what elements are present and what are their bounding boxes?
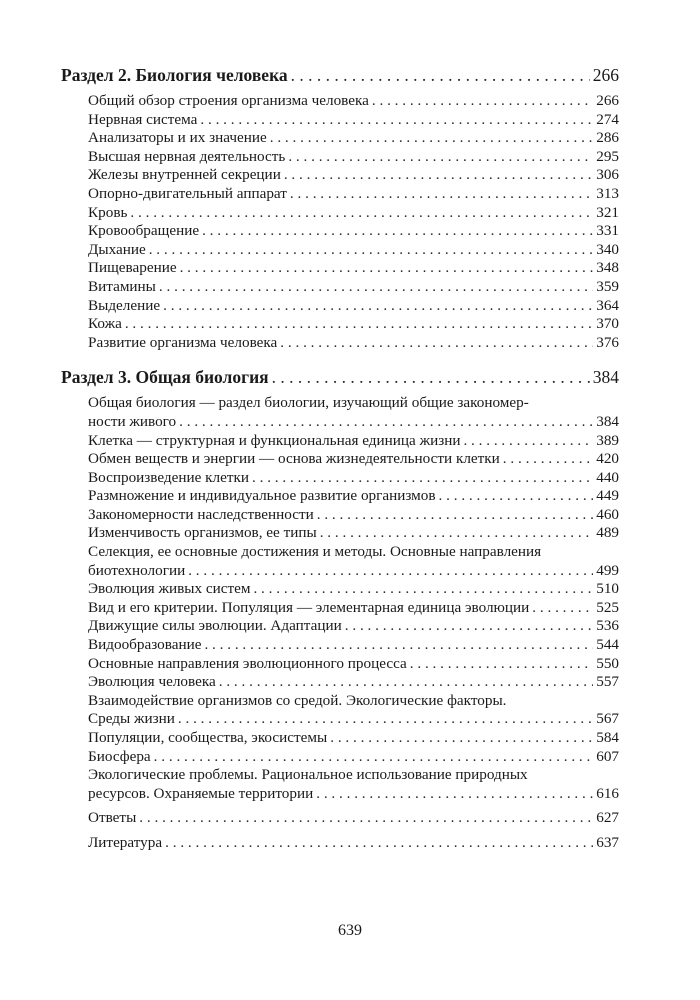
entry-title: Основные направления эволюционного процесса: [88, 654, 407, 672]
entry-title-line: Экологические проблемы. Рациональное использование природных: [88, 766, 528, 784]
entry-title: Кожа: [88, 315, 122, 333]
toc-entry[interactable]: [61, 204, 619, 223]
entry-title: Пищеварение: [88, 259, 177, 277]
entry-title: Выделение: [88, 296, 161, 314]
entry-page: 449: [596, 487, 619, 505]
dot-leader: [139, 809, 593, 828]
entry-title-line: Общая биология — раздел биологии, изучающий общие закономер-: [88, 394, 529, 412]
entry-title: Видообразование: [88, 636, 202, 654]
entry-title: Обмен веществ и энергии — основа жизнедеятельности клетки: [88, 450, 500, 468]
toc-entry[interactable]: [61, 450, 619, 469]
table-of-contents: [61, 64, 619, 853]
page-number: 639: [338, 922, 362, 939]
entry-page: 550: [596, 654, 619, 672]
toc-entry[interactable]: [61, 278, 619, 297]
entry-title: Нервная система: [88, 110, 198, 128]
entry-page: 637: [596, 833, 619, 851]
dot-leader: [130, 204, 593, 223]
dot-leader: [253, 580, 593, 599]
entry-title: Анализаторы и их значение: [88, 129, 267, 147]
entry-page: 499: [596, 561, 619, 579]
dot-leader: [252, 469, 593, 488]
entry-title: Клетка — структурная и функциональная единица жизни: [88, 431, 461, 449]
dot-leader: [125, 315, 593, 334]
entry-title: Витамины: [88, 277, 156, 295]
entry-title: ресурсов. Охраняемые территории: [88, 784, 314, 802]
entry-page: 536: [596, 617, 619, 635]
toc-entry[interactable]: [61, 785, 619, 804]
entry-page: 525: [596, 598, 619, 616]
toc-entry[interactable]: [61, 185, 619, 204]
toc-entry[interactable]: [61, 297, 619, 316]
entry-title: Закономерности наследственности: [88, 505, 314, 523]
entry-page: 440: [596, 468, 619, 486]
entry-title: ности живого: [88, 412, 177, 430]
dot-leader: [188, 562, 593, 581]
toc-entry[interactable]: [61, 111, 619, 130]
entry-title: Ответы: [88, 809, 137, 827]
entry-page: 510: [596, 580, 619, 598]
entry-page: 370: [596, 315, 619, 333]
entry-page: 557: [596, 673, 619, 691]
entry-page: 348: [596, 259, 619, 277]
entry-title: Движущие силы эволюции. Адаптации: [88, 617, 342, 635]
entry-title: биотехнологии: [88, 561, 186, 579]
toc-entry[interactable]: [61, 599, 619, 618]
entry-title: Развитие организма человека: [88, 333, 278, 351]
toc-entry[interactable]: [61, 636, 619, 655]
toc-entry[interactable]: [61, 729, 619, 748]
entry-title: Биосфера: [88, 747, 151, 765]
entry-page: 295: [596, 147, 619, 165]
toc-entry[interactable]: [61, 148, 619, 167]
toc-entry[interactable]: [61, 580, 619, 599]
toc-entry-answers[interactable]: [61, 809, 619, 828]
entry-page: 306: [596, 166, 619, 184]
entry-page: 274: [596, 110, 619, 128]
toc-entry[interactable]: [61, 562, 619, 581]
dot-leader: [179, 413, 593, 432]
toc-entry[interactable]: [61, 748, 619, 767]
toc-entry[interactable]: [61, 487, 619, 506]
section-heading[interactable]: [61, 64, 619, 86]
entry-title: Литература: [88, 833, 163, 851]
section-page: 266: [592, 65, 619, 85]
dot-leader: [159, 278, 593, 297]
dot-leader: [345, 617, 593, 636]
toc-entry[interactable]: [61, 506, 619, 525]
dot-leader: [290, 185, 593, 204]
dot-leader: [204, 636, 593, 655]
entry-page: 331: [596, 222, 619, 240]
dot-leader: [463, 432, 593, 451]
entry-title: Эволюция человека: [88, 673, 216, 691]
toc-entry[interactable]: [61, 92, 619, 111]
entry-title: Вид и его критерии. Популяция — элементарная единица эволюции: [88, 598, 530, 616]
entry-page: 384: [596, 412, 619, 430]
toc-entry[interactable]: [61, 524, 619, 543]
entry-page: 584: [596, 729, 619, 746]
dot-leader: [317, 506, 593, 525]
toc-entry[interactable]: [61, 241, 619, 260]
entry-title-line: Взаимодействие организмов со средой. Экологические факторы.: [88, 691, 507, 709]
entry-page: 286: [596, 129, 619, 147]
entry-title: Железы внутренней секреции: [88, 166, 281, 184]
dot-leader: [288, 148, 593, 167]
entry-title: Кровь: [88, 203, 128, 221]
dot-leader: [270, 129, 593, 148]
entry-title: Воспроизведение клетки: [88, 468, 250, 486]
toc-entry[interactable]: [61, 259, 619, 278]
toc-entry[interactable]: [61, 432, 619, 451]
entry-page: 321: [596, 203, 619, 221]
dot-leader: [291, 64, 590, 86]
dot-leader: [280, 334, 593, 353]
entry-page: 567: [596, 710, 619, 728]
entry-page: 489: [596, 524, 619, 542]
dot-leader: [330, 729, 593, 748]
dot-leader: [272, 366, 590, 388]
entry-page: 607: [596, 747, 619, 765]
section-page: 384: [592, 367, 619, 388]
entry-page: 420: [596, 450, 619, 468]
entry-page: 266: [596, 92, 619, 109]
dot-leader: [320, 524, 594, 543]
dot-leader: [503, 450, 593, 469]
dot-leader: [163, 297, 593, 316]
dot-leader: [180, 259, 594, 278]
entry-page: 359: [596, 277, 619, 295]
entry-title: Общий обзор строения организма человека: [88, 92, 369, 109]
entry-title: Эволюция живых систем: [88, 580, 251, 598]
entry-title: Изменчивость организмов, ее типы: [88, 524, 317, 542]
entry-page: 389: [596, 431, 619, 449]
toc-entry-literature[interactable]: [61, 834, 619, 853]
toc-entry[interactable]: [61, 617, 619, 636]
dot-leader: [200, 111, 593, 130]
entry-page: 364: [596, 296, 619, 314]
entry-title: Кровообращение: [88, 222, 200, 240]
toc-entry[interactable]: [61, 469, 619, 488]
dot-leader: [154, 748, 594, 767]
dot-leader: [149, 241, 594, 260]
toc-entry[interactable]: [61, 129, 619, 148]
dot-leader: [439, 487, 594, 506]
entry-page: 313: [596, 184, 619, 202]
entry-page: 460: [596, 505, 619, 523]
dot-leader: [202, 222, 593, 241]
entry-page: 544: [596, 636, 619, 654]
dot-leader: [372, 92, 593, 111]
dot-leader: [219, 673, 594, 692]
section-heading[interactable]: [61, 366, 619, 388]
entry-title: Дыхание: [88, 240, 146, 258]
dot-leader: [178, 710, 593, 729]
toc-entry[interactable]: [61, 315, 619, 334]
toc-entry[interactable]: [61, 413, 619, 432]
entry-page: 627: [596, 809, 619, 827]
dot-leader: [532, 599, 593, 618]
entry-page: 340: [596, 240, 619, 258]
dot-leader: [284, 166, 593, 185]
dot-leader: [316, 785, 593, 804]
dot-leader: [165, 834, 593, 853]
dot-leader: [410, 655, 593, 674]
entry-title: Популяции, сообщества, экосистемы: [88, 729, 328, 746]
entry-page: 376: [596, 333, 619, 351]
entry-title: Среды жизни: [88, 710, 175, 728]
section-title: Раздел 2. Биология человека: [61, 65, 288, 85]
toc-entry[interactable]: [61, 166, 619, 185]
entry-title-line: Селекция, ее основные достижения и методы. Основные направления: [88, 543, 542, 561]
toc-entry[interactable]: [61, 334, 619, 353]
toc-entry[interactable]: [61, 655, 619, 674]
entry-title: Высшая нервная деятельность: [88, 147, 286, 165]
toc-entry[interactable]: [61, 710, 619, 729]
section-title: Раздел 3. Общая биология: [61, 367, 269, 388]
toc-entry[interactable]: [61, 673, 619, 692]
toc-entry[interactable]: [61, 222, 619, 241]
entry-page: 616: [596, 784, 619, 802]
entry-title: Опорно-двигательный аппарат: [88, 184, 287, 202]
entry-title: Размножение и индивидуальное развитие организмов: [88, 487, 436, 505]
